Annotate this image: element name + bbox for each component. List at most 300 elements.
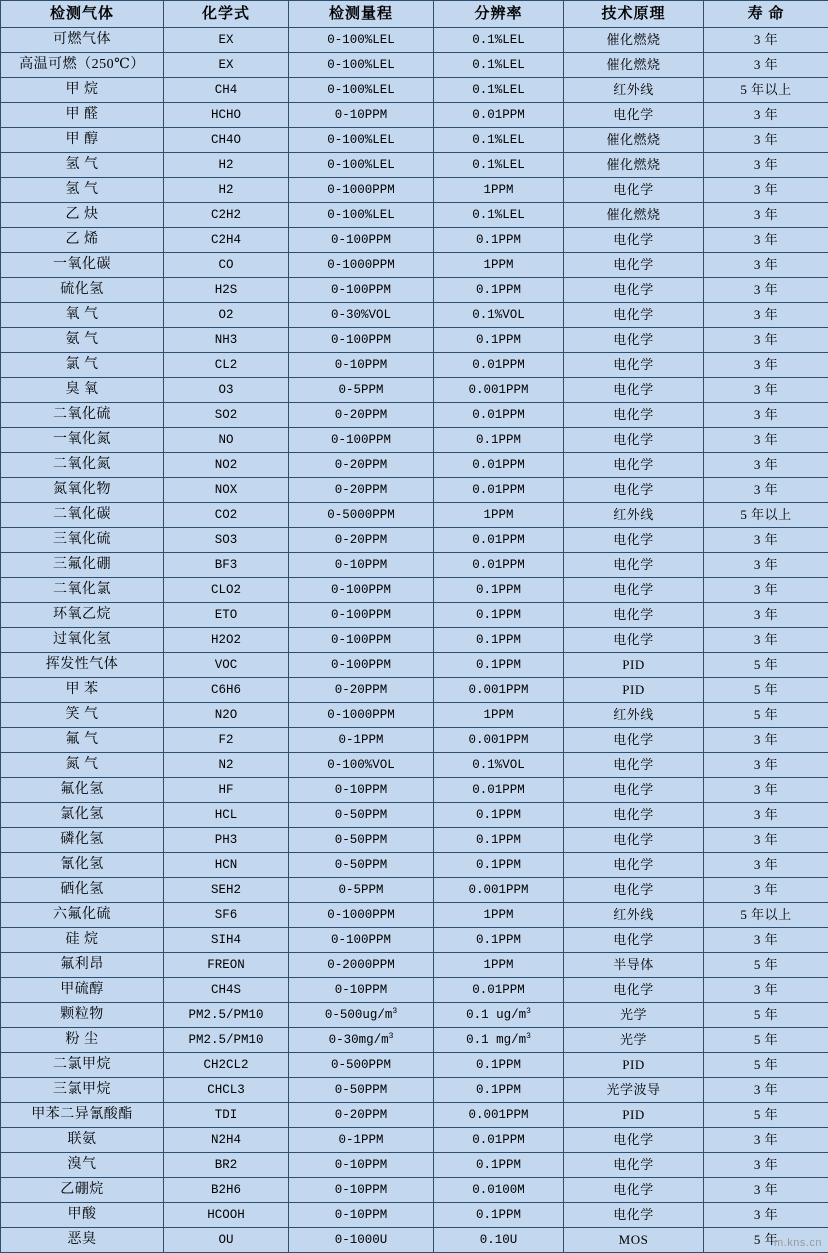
cell-technology: 电化学 [564,303,704,328]
cell-range: 0-10PPM [289,1178,434,1203]
cell-range: 0-20PPM [289,403,434,428]
cell-lifetime: 3 年 [704,628,828,653]
cell-resolution: 0.1PPM [434,228,564,253]
table-row [1,353,828,378]
cell-range: 0-100PPM [289,578,434,603]
cell-lifetime: 3 年 [704,453,828,478]
cell-lifetime: 3 年 [704,178,828,203]
table-row [1,778,828,803]
cell-range: 0-1000U [289,1228,434,1253]
cell-resolution: 0.001PPM [434,878,564,903]
cell-technology: 催化燃烧 [564,203,704,228]
cell-gas: 氟 气 [1,728,164,753]
cell-technology: 电化学 [564,778,704,803]
cell-gas: 可燃气体 [1,28,164,53]
cell-lifetime: 3 年 [704,278,828,303]
cell-formula: H2O2 [164,628,289,653]
table-row [1,603,828,628]
cell-formula: CO2 [164,503,289,528]
cell-resolution: 0.01PPM [434,778,564,803]
cell-technology: 光学波导 [564,1078,704,1103]
table-row [1,1128,828,1153]
cell-gas: 乙 烯 [1,228,164,253]
cell-lifetime: 3 年 [704,378,828,403]
cell-resolution: 0.1PPM [434,853,564,878]
cell-formula: HCL [164,803,289,828]
cell-formula: CL2 [164,353,289,378]
cell-gas: 磷化氢 [1,828,164,853]
table-row [1,1028,828,1053]
cell-lifetime: 5 年 [704,1228,828,1253]
cell-formula: F2 [164,728,289,753]
cell-technology: 电化学 [564,528,704,553]
cell-range: 0-100%LEL [289,53,434,78]
cell-formula: H2 [164,153,289,178]
cell-gas: 联氨 [1,1128,164,1153]
cell-range: 0-100%LEL [289,128,434,153]
table-row [1,253,828,278]
cell-technology: 红外线 [564,78,704,103]
cell-resolution: 0.1%LEL [434,128,564,153]
cell-resolution: 1PPM [434,178,564,203]
cell-formula: C2H2 [164,203,289,228]
cell-resolution: 0.1%LEL [434,53,564,78]
cell-range: 0-2000PPM [289,953,434,978]
table-row [1,278,828,303]
cell-technology: 电化学 [564,1153,704,1178]
cell-lifetime: 5 年以上 [704,78,828,103]
cell-lifetime: 3 年 [704,253,828,278]
cell-lifetime: 3 年 [704,1178,828,1203]
cell-resolution: 0.001PPM [434,1103,564,1128]
cell-gas: 环氧乙烷 [1,603,164,628]
cell-range: 0-1000PPM [289,253,434,278]
table-row [1,28,828,53]
cell-technology: 电化学 [564,403,704,428]
cell-range: 0-100PPM [289,653,434,678]
cell-technology: MOS [564,1228,704,1253]
cell-resolution: 0.01PPM [434,553,564,578]
cell-formula: HCOOH [164,1203,289,1228]
cell-lifetime: 5 年 [704,653,828,678]
table-row [1,853,828,878]
cell-range: 0-10PPM [289,1153,434,1178]
cell-lifetime: 3 年 [704,478,828,503]
cell-formula: HCN [164,853,289,878]
cell-formula: NOX [164,478,289,503]
table-row [1,703,828,728]
cell-gas: 二氯甲烷 [1,1053,164,1078]
cell-resolution: 0.01PPM [434,478,564,503]
cell-lifetime: 3 年 [704,128,828,153]
table-row [1,528,828,553]
cell-range: 0-50PPM [289,828,434,853]
cell-gas: 笑 气 [1,703,164,728]
cell-resolution: 0.0100M [434,1178,564,1203]
cell-gas: 溴气 [1,1153,164,1178]
cell-range: 0-1000PPM [289,178,434,203]
cell-range: 0-100%LEL [289,78,434,103]
cell-technology: 电化学 [564,853,704,878]
table-row [1,103,828,128]
cell-gas: 硒化氢 [1,878,164,903]
cell-range: 0-1PPM [289,1128,434,1153]
table-row [1,903,828,928]
cell-resolution: 0.1PPM [434,1203,564,1228]
watermark-text: m.kns.cn [774,1237,822,1249]
table-row [1,928,828,953]
cell-resolution: 0.01PPM [434,103,564,128]
cell-gas: 硅 烷 [1,928,164,953]
cell-resolution: 0.1%LEL [434,28,564,53]
cell-resolution: 0.1%VOL [434,303,564,328]
cell-lifetime: 5 年 [704,678,828,703]
header-lifetime: 寿 命 [704,1,828,28]
cell-formula: PM2.5/PM10 [164,1003,289,1028]
cell-formula: CH4O [164,128,289,153]
cell-gas: 氢 气 [1,153,164,178]
cell-gas: 三氟化硼 [1,553,164,578]
cell-technology: 电化学 [564,978,704,1003]
cell-lifetime: 3 年 [704,1203,828,1228]
table-row [1,378,828,403]
cell-resolution: 0.1%LEL [434,78,564,103]
cell-range: 0-100PPM [289,628,434,653]
cell-gas: 氮氧化物 [1,478,164,503]
cell-resolution: 0.01PPM [434,978,564,1003]
cell-range: 0-5PPM [289,378,434,403]
cell-gas: 氧 气 [1,303,164,328]
cell-lifetime: 5 年 [704,953,828,978]
cell-formula: CO [164,253,289,278]
cell-resolution: 0.1PPM [434,1078,564,1103]
cell-range: 0-1PPM [289,728,434,753]
cell-formula: ETO [164,603,289,628]
cell-range: 0-10PPM [289,978,434,1003]
cell-range: 0-30%VOL [289,303,434,328]
cell-formula: FREON [164,953,289,978]
cell-range: 0-1000PPM [289,703,434,728]
cell-range: 0-20PPM [289,528,434,553]
cell-lifetime: 3 年 [704,428,828,453]
cell-formula: HF [164,778,289,803]
cell-lifetime: 3 年 [704,753,828,778]
cell-gas: 氟化氢 [1,778,164,803]
cell-resolution: 0.1PPM [434,628,564,653]
cell-formula: SO2 [164,403,289,428]
cell-resolution: 0.1PPM [434,603,564,628]
cell-resolution: 0.1PPM [434,578,564,603]
cell-technology: PID [564,653,704,678]
cell-technology: 电化学 [564,553,704,578]
table-row [1,53,828,78]
cell-gas: 一氧化碳 [1,253,164,278]
cell-technology: 电化学 [564,603,704,628]
cell-resolution: 0.1PPM [434,428,564,453]
cell-range: 0-5000PPM [289,503,434,528]
cell-gas: 氟利昂 [1,953,164,978]
cell-technology: 半导体 [564,953,704,978]
table-body [1,28,828,1253]
cell-gas: 高温可燃（250℃） [1,53,164,78]
cell-range: 0-50PPM [289,1078,434,1103]
cell-range: 0-100PPM [289,428,434,453]
cell-formula: N2H4 [164,1128,289,1153]
cell-gas: 过氧化氢 [1,628,164,653]
table-header-row [1,1,828,28]
cell-resolution: 0.01PPM [434,353,564,378]
cell-gas: 氮 气 [1,753,164,778]
cell-lifetime: 3 年 [704,1078,828,1103]
cell-range: 0-100%VOL [289,753,434,778]
cell-range: 0-10PPM [289,353,434,378]
cell-resolution: 0.1PPM [434,278,564,303]
cell-lifetime: 3 年 [704,328,828,353]
table-row [1,653,828,678]
cell-technology: 电化学 [564,1178,704,1203]
table-row [1,428,828,453]
cell-gas: 氨 气 [1,328,164,353]
cell-gas: 二氧化氯 [1,578,164,603]
cell-gas: 硫化氢 [1,278,164,303]
cell-formula: NH3 [164,328,289,353]
table-row [1,503,828,528]
header-range: 检测量程 [289,1,434,28]
table-row [1,328,828,353]
cell-gas: 三氯甲烷 [1,1078,164,1103]
table-row [1,878,828,903]
cell-formula: C2H4 [164,228,289,253]
cell-technology: 电化学 [564,253,704,278]
cell-lifetime: 5 年 [704,703,828,728]
cell-formula: H2 [164,178,289,203]
cell-technology: 催化燃烧 [564,128,704,153]
cell-resolution: 1PPM [434,953,564,978]
cell-resolution: 0.1PPM [434,653,564,678]
cell-resolution: 0.10U [434,1228,564,1253]
cell-range: $0-30mg/m^3$ [289,1028,434,1053]
cell-lifetime: 5 年以上 [704,903,828,928]
table-row [1,128,828,153]
cell-technology: 电化学 [564,728,704,753]
cell-range: 0-20PPM [289,1103,434,1128]
cell-technology: 电化学 [564,1128,704,1153]
cell-formula: SIH4 [164,928,289,953]
table-row [1,978,828,1003]
cell-gas: 甲 苯 [1,678,164,703]
cell-range: 0-1000PPM [289,903,434,928]
cell-technology: 催化燃烧 [564,153,704,178]
cell-lifetime: 3 年 [704,578,828,603]
cell-gas: 二氧化硫 [1,403,164,428]
cell-formula: CH2CL2 [164,1053,289,1078]
cell-lifetime: 3 年 [704,603,828,628]
cell-resolution: 0.01PPM [434,453,564,478]
cell-formula: BF3 [164,553,289,578]
cell-gas: 甲 烷 [1,78,164,103]
table-row [1,1003,828,1028]
cell-formula: SF6 [164,903,289,928]
cell-range: 0-20PPM [289,678,434,703]
table-row [1,178,828,203]
cell-lifetime: 3 年 [704,528,828,553]
cell-technology: 电化学 [564,628,704,653]
cell-resolution: 0.1PPM [434,803,564,828]
cell-technology: 电化学 [564,453,704,478]
table-row [1,753,828,778]
table-row [1,153,828,178]
cell-gas: 甲硫醇 [1,978,164,1003]
cell-range: 0-100PPM [289,278,434,303]
cell-formula: O3 [164,378,289,403]
cell-technology: 红外线 [564,903,704,928]
cell-range: 0-100PPM [289,328,434,353]
cell-lifetime: 3 年 [704,153,828,178]
cell-lifetime: 3 年 [704,553,828,578]
cell-technology: 电化学 [564,103,704,128]
cell-range: 0-10PPM [289,553,434,578]
cell-lifetime: 3 年 [704,203,828,228]
cell-lifetime: 3 年 [704,403,828,428]
cell-lifetime: 3 年 [704,728,828,753]
header-gas: 检测气体 [1,1,164,28]
table-row [1,1078,828,1103]
cell-formula: VOC [164,653,289,678]
table-row [1,1153,828,1178]
cell-formula: TDI [164,1103,289,1128]
cell-resolution: 1PPM [434,703,564,728]
cell-formula: BR2 [164,1153,289,1178]
cell-gas: 挥发性气体 [1,653,164,678]
cell-gas: 恶臭 [1,1228,164,1253]
cell-formula: CLO2 [164,578,289,603]
cell-range: 0-100PPM [289,228,434,253]
cell-range: 0-5PPM [289,878,434,903]
cell-formula: H2S [164,278,289,303]
cell-formula: B2H6 [164,1178,289,1203]
cell-range: 0-500PPM [289,1053,434,1078]
cell-resolution: 0.01PPM [434,403,564,428]
cell-resolution: 1PPM [434,503,564,528]
cell-technology: PID [564,678,704,703]
cell-technology: 红外线 [564,503,704,528]
cell-technology: 电化学 [564,1203,704,1228]
cell-lifetime: 5 年以上 [704,503,828,528]
cell-lifetime: 3 年 [704,103,828,128]
cell-lifetime: 3 年 [704,803,828,828]
table-row [1,228,828,253]
cell-lifetime: 3 年 [704,828,828,853]
cell-technology: 光学 [564,1028,704,1053]
cell-technology: 电化学 [564,578,704,603]
cell-gas: 氰化氢 [1,853,164,878]
table-row [1,728,828,753]
cell-technology: 电化学 [564,178,704,203]
cell-technology: 电化学 [564,278,704,303]
table-row [1,1203,828,1228]
cell-lifetime: 3 年 [704,53,828,78]
cell-technology: 电化学 [564,928,704,953]
cell-resolution: 0.1PPM [434,1153,564,1178]
cell-technology: 电化学 [564,353,704,378]
cell-resolution: 0.1PPM [434,1053,564,1078]
cell-technology: 催化燃烧 [564,53,704,78]
cell-range: 0-10PPM [289,778,434,803]
cell-range: $0-500ug/m^3$ [289,1003,434,1028]
cell-gas: 甲 醛 [1,103,164,128]
cell-lifetime: 3 年 [704,1128,828,1153]
cell-formula: SO3 [164,528,289,553]
cell-lifetime: 5 年 [704,1028,828,1053]
table-row [1,78,828,103]
cell-range: 0-100%LEL [289,153,434,178]
cell-resolution: 0.1%LEL [434,153,564,178]
cell-range: 0-10PPM [289,103,434,128]
cell-lifetime: 3 年 [704,228,828,253]
table-row [1,203,828,228]
cell-lifetime: 3 年 [704,978,828,1003]
cell-resolution: 0.001PPM [434,728,564,753]
cell-gas: 颗粒物 [1,1003,164,1028]
header-resolution: 分辨率 [434,1,564,28]
cell-resolution: 0.1PPM [434,828,564,853]
cell-resolution: 1PPM [434,253,564,278]
cell-formula: N2 [164,753,289,778]
cell-technology: 电化学 [564,828,704,853]
table-row [1,678,828,703]
cell-technology: 电化学 [564,878,704,903]
cell-lifetime: 3 年 [704,1153,828,1178]
table-row [1,803,828,828]
header-formula: 化学式 [164,1,289,28]
cell-range: 0-100%LEL [289,203,434,228]
cell-formula: CHCL3 [164,1078,289,1103]
cell-resolution: 0.001PPM [434,378,564,403]
cell-lifetime: 3 年 [704,28,828,53]
table-row [1,453,828,478]
cell-range: 0-100%LEL [289,28,434,53]
cell-lifetime: 5 年 [704,1053,828,1078]
cell-gas: 臭 氧 [1,378,164,403]
cell-technology: 电化学 [564,378,704,403]
cell-resolution: 0.001PPM [434,678,564,703]
cell-lifetime: 3 年 [704,878,828,903]
cell-gas: 六氟化硫 [1,903,164,928]
cell-range: 0-50PPM [289,853,434,878]
cell-technology: 电化学 [564,428,704,453]
cell-formula: NO [164,428,289,453]
cell-lifetime: 3 年 [704,303,828,328]
table-row [1,578,828,603]
cell-technology: PID [564,1053,704,1078]
table-row [1,1178,828,1203]
table-row [1,1228,828,1253]
cell-lifetime: 3 年 [704,853,828,878]
cell-range: 0-20PPM [289,453,434,478]
cell-gas: 甲苯二异氰酸酯 [1,1103,164,1128]
cell-technology: 电化学 [564,328,704,353]
header-technology: 技术原理 [564,1,704,28]
cell-resolution: 0.1 $mg/m^3$ [434,1028,564,1053]
cell-gas: 二氧化碳 [1,503,164,528]
cell-lifetime: 3 年 [704,778,828,803]
cell-range: 0-20PPM [289,478,434,503]
cell-technology: 电化学 [564,753,704,778]
cell-formula: N2O [164,703,289,728]
cell-resolution: 0.1%LEL [434,203,564,228]
cell-formula: PM2.5/PM10 [164,1028,289,1053]
cell-gas: 三氧化硫 [1,528,164,553]
